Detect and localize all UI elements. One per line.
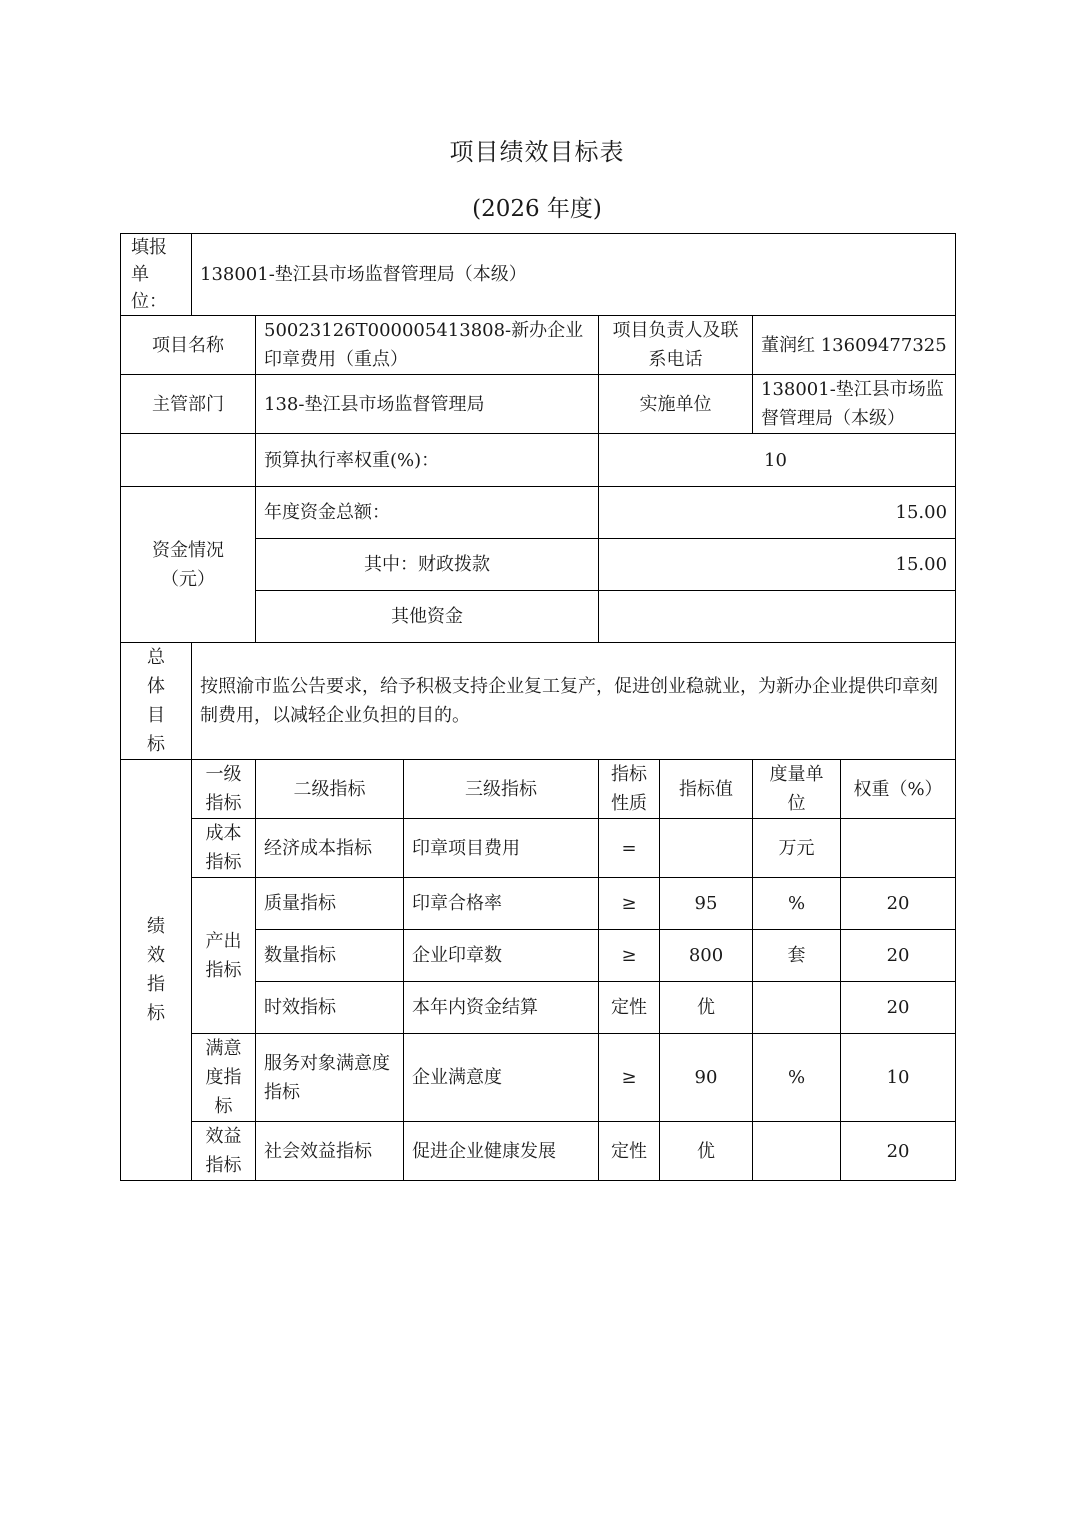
header-level1: 一级 指标 <box>192 760 256 819</box>
manager-value: 董润红 13609477325 <box>753 316 956 375</box>
table-row <box>121 1034 956 1122</box>
dept-label: 主管部门 <box>121 375 256 434</box>
impl-value: 138001-垫江县市场监督管理局（本级） <box>753 375 956 434</box>
row-level3: 印章合格率 <box>404 878 599 930</box>
table-row <box>121 819 956 878</box>
row-weight: 20 <box>841 878 956 930</box>
row-level3: 促进企业健康发展 <box>404 1122 599 1181</box>
row-value: 800 <box>660 930 753 982</box>
header-unit: 度量单 位 <box>753 760 841 819</box>
row-level2: 数量指标 <box>256 930 404 982</box>
row-unit <box>753 982 841 1034</box>
row-nature: 定性 <box>599 1122 660 1181</box>
row-unit: 套 <box>753 930 841 982</box>
row-value <box>660 819 753 878</box>
table-row <box>121 878 956 930</box>
row-weight: 20 <box>841 982 956 1034</box>
group-output: 产出 指标 <box>192 878 256 1034</box>
unit-row <box>121 234 956 316</box>
header-weight: 权重（%） <box>841 760 956 819</box>
row-weight: 20 <box>841 1122 956 1181</box>
header-level3: 三级指标 <box>404 760 599 819</box>
unit-label: 填报 单位： <box>121 234 192 316</box>
row-level2: 服务对象满意度指标 <box>256 1034 404 1122</box>
table-row <box>121 1122 956 1181</box>
indicator-section-label: 绩 效 指 标 <box>121 760 192 1181</box>
report-year: (2026 年度) <box>472 196 602 222</box>
row-unit: % <box>753 1034 841 1122</box>
goal-label: 总 体 目 标 <box>121 643 192 760</box>
row-weight: 10 <box>841 1034 956 1122</box>
funds-total-value: 15.00 <box>599 487 956 539</box>
budget-weight-value: 10 <box>599 434 956 487</box>
funds-other-label: 其他资金 <box>256 591 599 643</box>
row-level3: 印章项目费用 <box>404 819 599 878</box>
row-unit <box>753 1122 841 1181</box>
header-level2: 二级指标 <box>256 760 404 819</box>
group-cost: 成本 指标 <box>192 819 256 878</box>
row-level2: 质量指标 <box>256 878 404 930</box>
budget-weight-row <box>121 434 956 487</box>
project-row <box>121 316 956 375</box>
row-level2: 时效指标 <box>256 982 404 1034</box>
header-value: 指标值 <box>660 760 753 819</box>
funds-total-label: 年度资金总额： <box>256 487 599 539</box>
budget-weight-blank <box>121 434 256 487</box>
performance-target-table <box>120 233 956 1181</box>
group-satisfaction: 满意 度指 标 <box>192 1034 256 1122</box>
project-name-value: 50023126T000005413808-新办企业印章费用（重点） <box>256 316 599 375</box>
row-value: 90 <box>660 1034 753 1122</box>
row-level3: 企业满意度 <box>404 1034 599 1122</box>
project-name-label: 项目名称 <box>121 316 256 375</box>
budget-weight-label: 预算执行率权重(%)： <box>256 434 599 487</box>
row-weight: 20 <box>841 930 956 982</box>
group-benefit: 效益 指标 <box>192 1122 256 1181</box>
row-unit: % <box>753 878 841 930</box>
row-nature: = <box>599 819 660 878</box>
manager-label: 项目负责人及联系电话 <box>599 316 753 375</box>
row-nature: ≥ <box>599 1034 660 1122</box>
row-level2: 社会效益指标 <box>256 1122 404 1181</box>
row-unit: 万元 <box>753 819 841 878</box>
row-level3: 本年内资金结算 <box>404 982 599 1034</box>
row-value: 优 <box>660 982 753 1034</box>
funds-fiscal-value: 15.00 <box>599 539 956 591</box>
row-level2: 经济成本指标 <box>256 819 404 878</box>
dept-value: 138-垫江县市场监督管理局 <box>256 375 599 434</box>
goal-text: 按照渝市监公告要求，给予积极支持企业复工复产，促进创业稳就业，为新办企业提供印章刻制费用，以减轻企业负担的目的。 <box>192 643 956 760</box>
row-nature: 定性 <box>599 982 660 1034</box>
funds-other-value <box>599 591 956 643</box>
row-weight <box>841 819 956 878</box>
row-nature: ≥ <box>599 878 660 930</box>
header-nature: 指标 性质 <box>599 760 660 819</box>
indicator-header-row <box>121 760 956 819</box>
funds-total-row <box>121 487 956 539</box>
impl-label: 实施单位 <box>599 375 753 434</box>
row-value: 优 <box>660 1122 753 1181</box>
row-value: 95 <box>660 878 753 930</box>
page-title: 项目绩效目标表 <box>449 138 625 166</box>
goal-row <box>121 643 956 760</box>
funds-label: 资金情况 （元） <box>121 487 256 643</box>
row-nature: ≥ <box>599 930 660 982</box>
row-level3: 企业印章数 <box>404 930 599 982</box>
funds-fiscal-label: 其中：财政拨款 <box>256 539 599 591</box>
unit-value: 138001-垫江县市场监督管理局（本级） <box>192 234 956 316</box>
dept-row <box>121 375 956 434</box>
